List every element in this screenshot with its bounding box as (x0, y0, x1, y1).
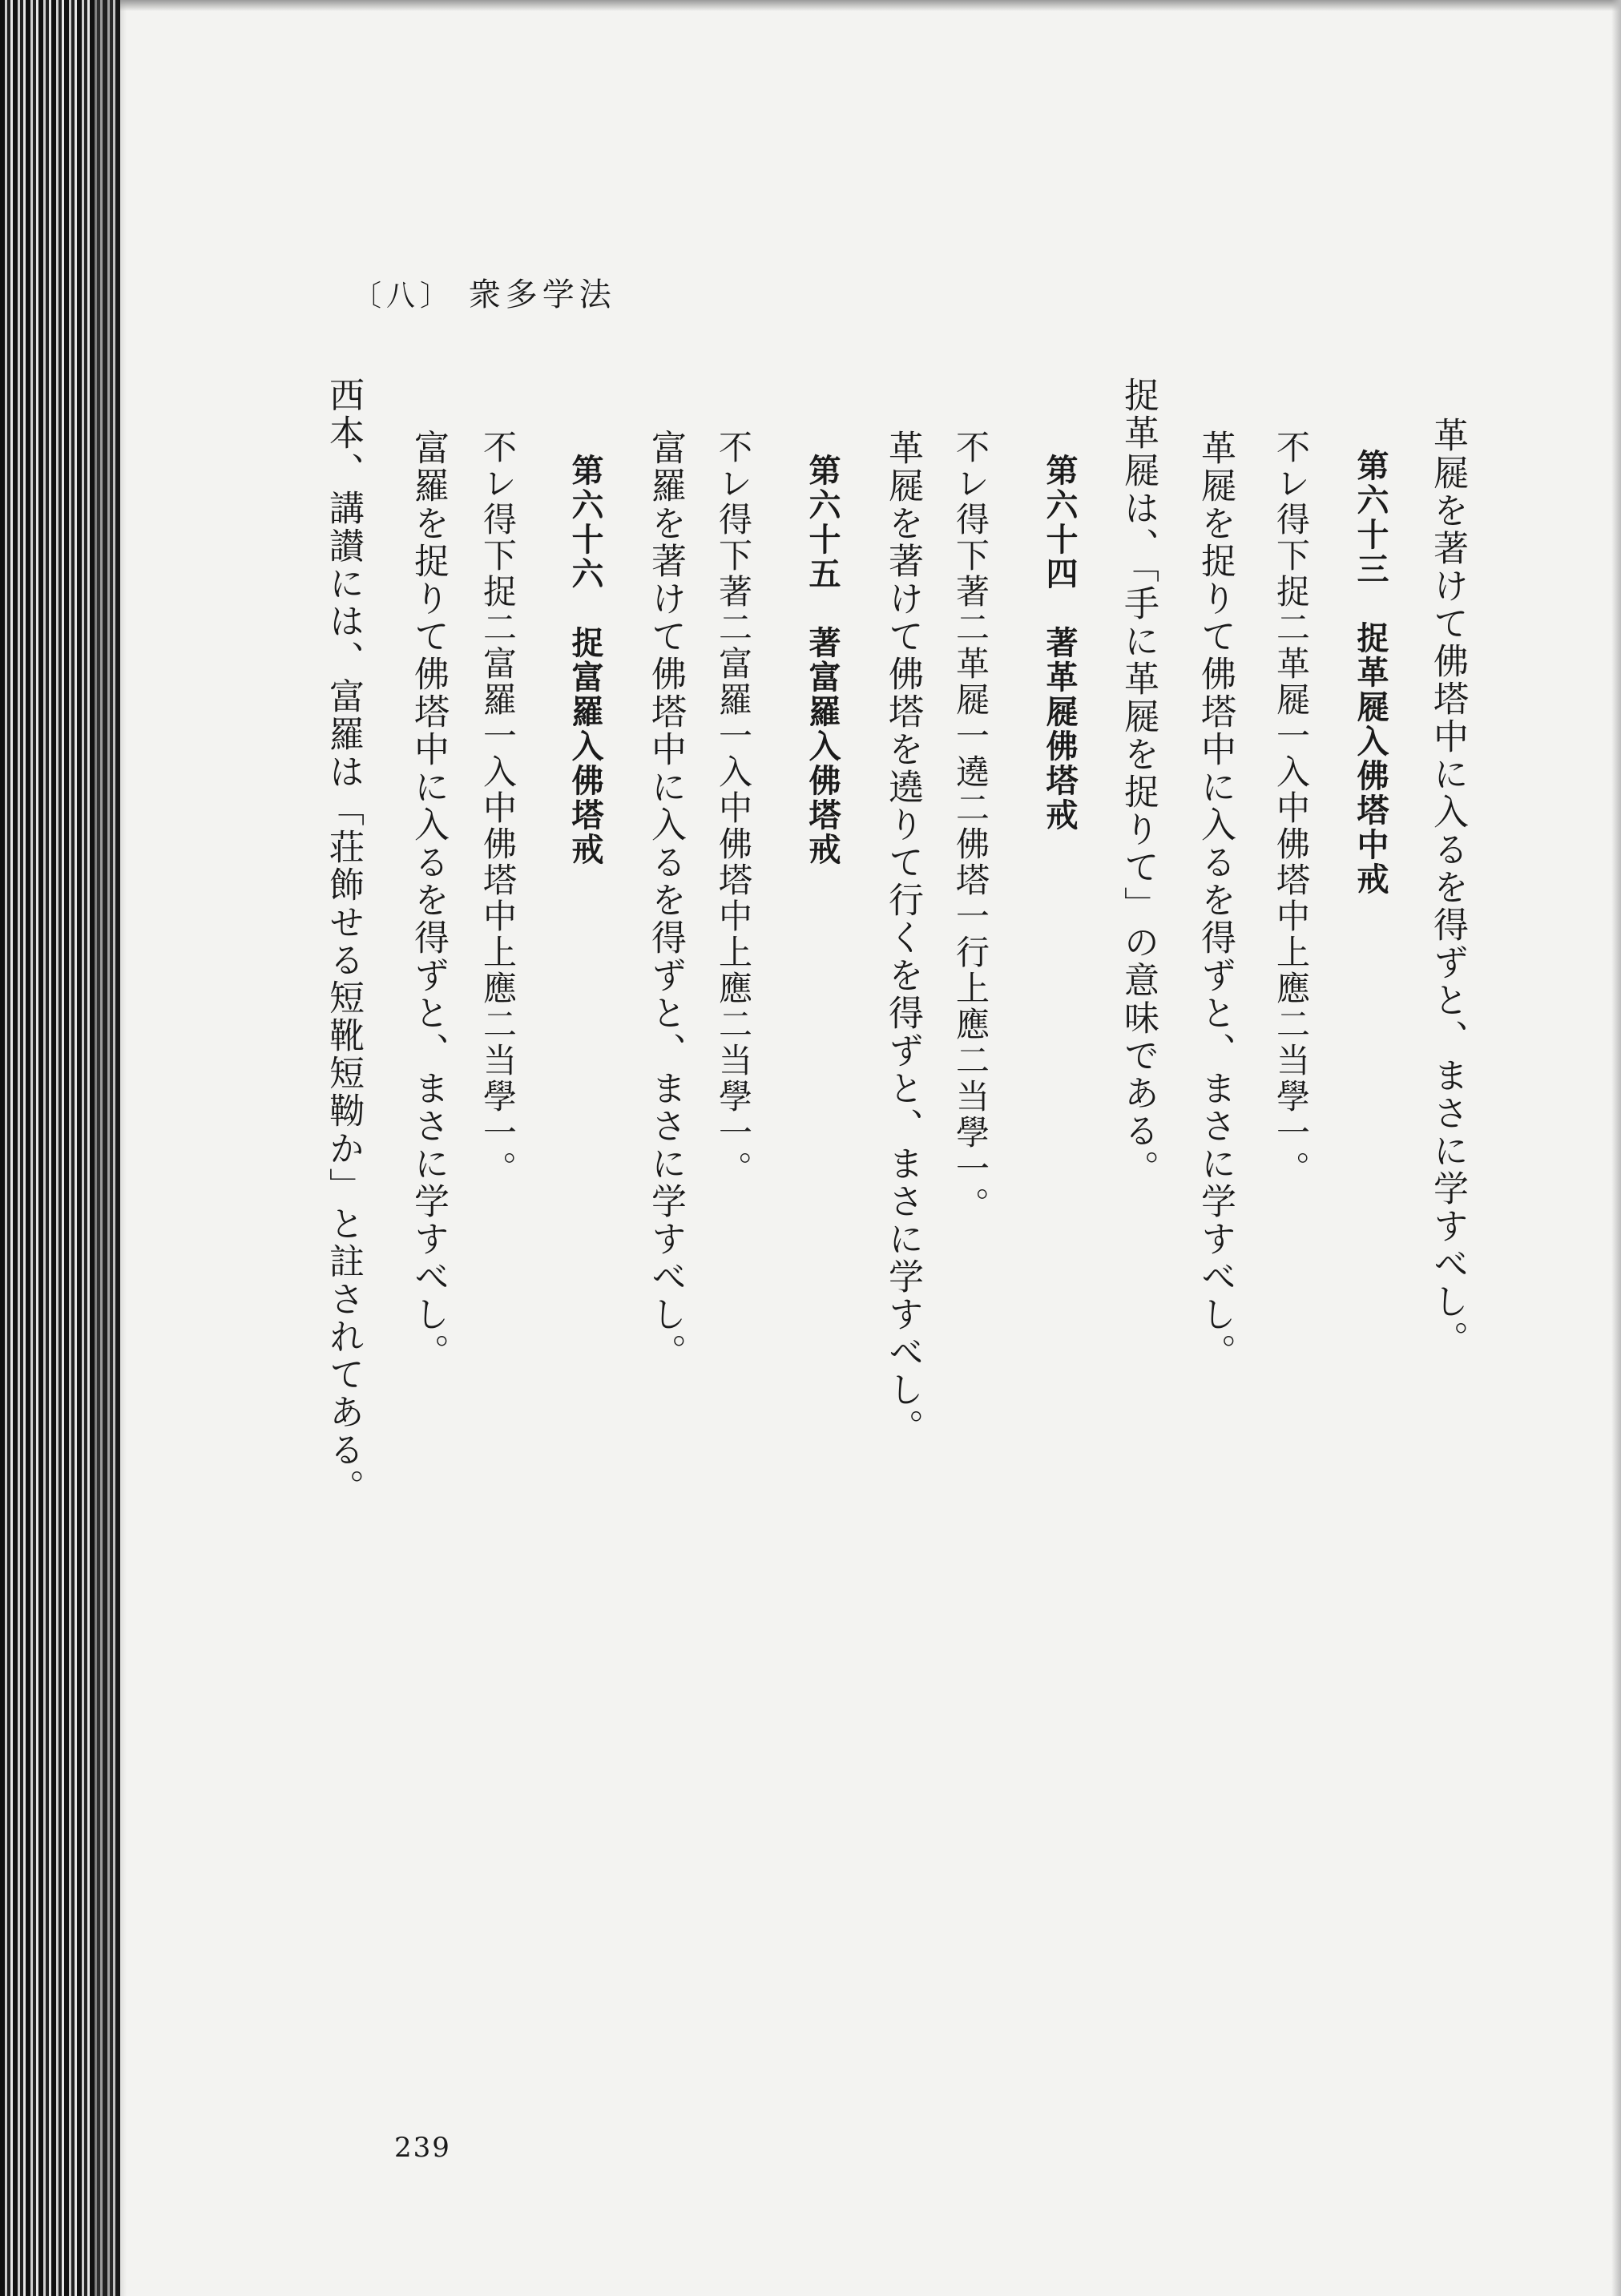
text-column-15: 西本、講讃には、富羅は「荘飾せる短靴短靿か」と註されてある。 (323, 377, 364, 1507)
page-right-edge (1611, 0, 1621, 2296)
gutter-shadow (95, 0, 127, 2296)
section-number: 〔八〕 (353, 280, 454, 313)
text-column-8: 革屣を著けて佛塔を遶りて行くを得ずと、まさに学すべし。 (882, 430, 923, 1447)
rule-heading-64: 第六十四 著革屣佛塔戒 (1041, 454, 1078, 833)
running-header (353, 269, 616, 315)
text-column-14: 富羅を捉りて佛塔中に入るを得ずと、まさに学すべし。 (408, 430, 449, 1371)
page-number: 239 (394, 2132, 451, 2164)
rule-heading-65: 第六十五 著富羅入佛塔戒 (804, 454, 841, 867)
page-top-edge (120, 0, 1621, 11)
rule-heading-63: 第六十三 捉革屣入佛塔中戒 (1352, 449, 1389, 897)
rule-heading-66: 第六十六 捉富羅入佛塔戒 (567, 454, 603, 867)
section-title: 衆多学法 (468, 276, 616, 313)
text-column-1: 革屣を著けて佛塔中に入るを得ずと、まさに学すべし。 (1427, 417, 1468, 1358)
text-column-5: 捉革屣は、「手に革屣を捉りて」の意味である。 (1118, 377, 1159, 1188)
kanbun-line-64: 不レ得下著二革屣一遶二佛塔一行上應二当學一。 (951, 430, 990, 1223)
text-column-11: 富羅を著けて佛塔中に入るを得ずと、まさに学すべし。 (645, 430, 686, 1371)
kanbun-line-65: 不レ得下著二富羅一入中佛塔中上應二当學一。 (714, 430, 753, 1187)
kanbun-line-66: 不レ得下捉二富羅一入中佛塔中上應二当學一。 (478, 430, 518, 1187)
text-column-4: 革屣を捉りて佛塔中に入るを得ずと、まさに学すべし。 (1195, 430, 1236, 1371)
kanbun-line-63: 不レ得下捉二革屣一入中佛塔中上應二当學一。 (1272, 430, 1311, 1187)
